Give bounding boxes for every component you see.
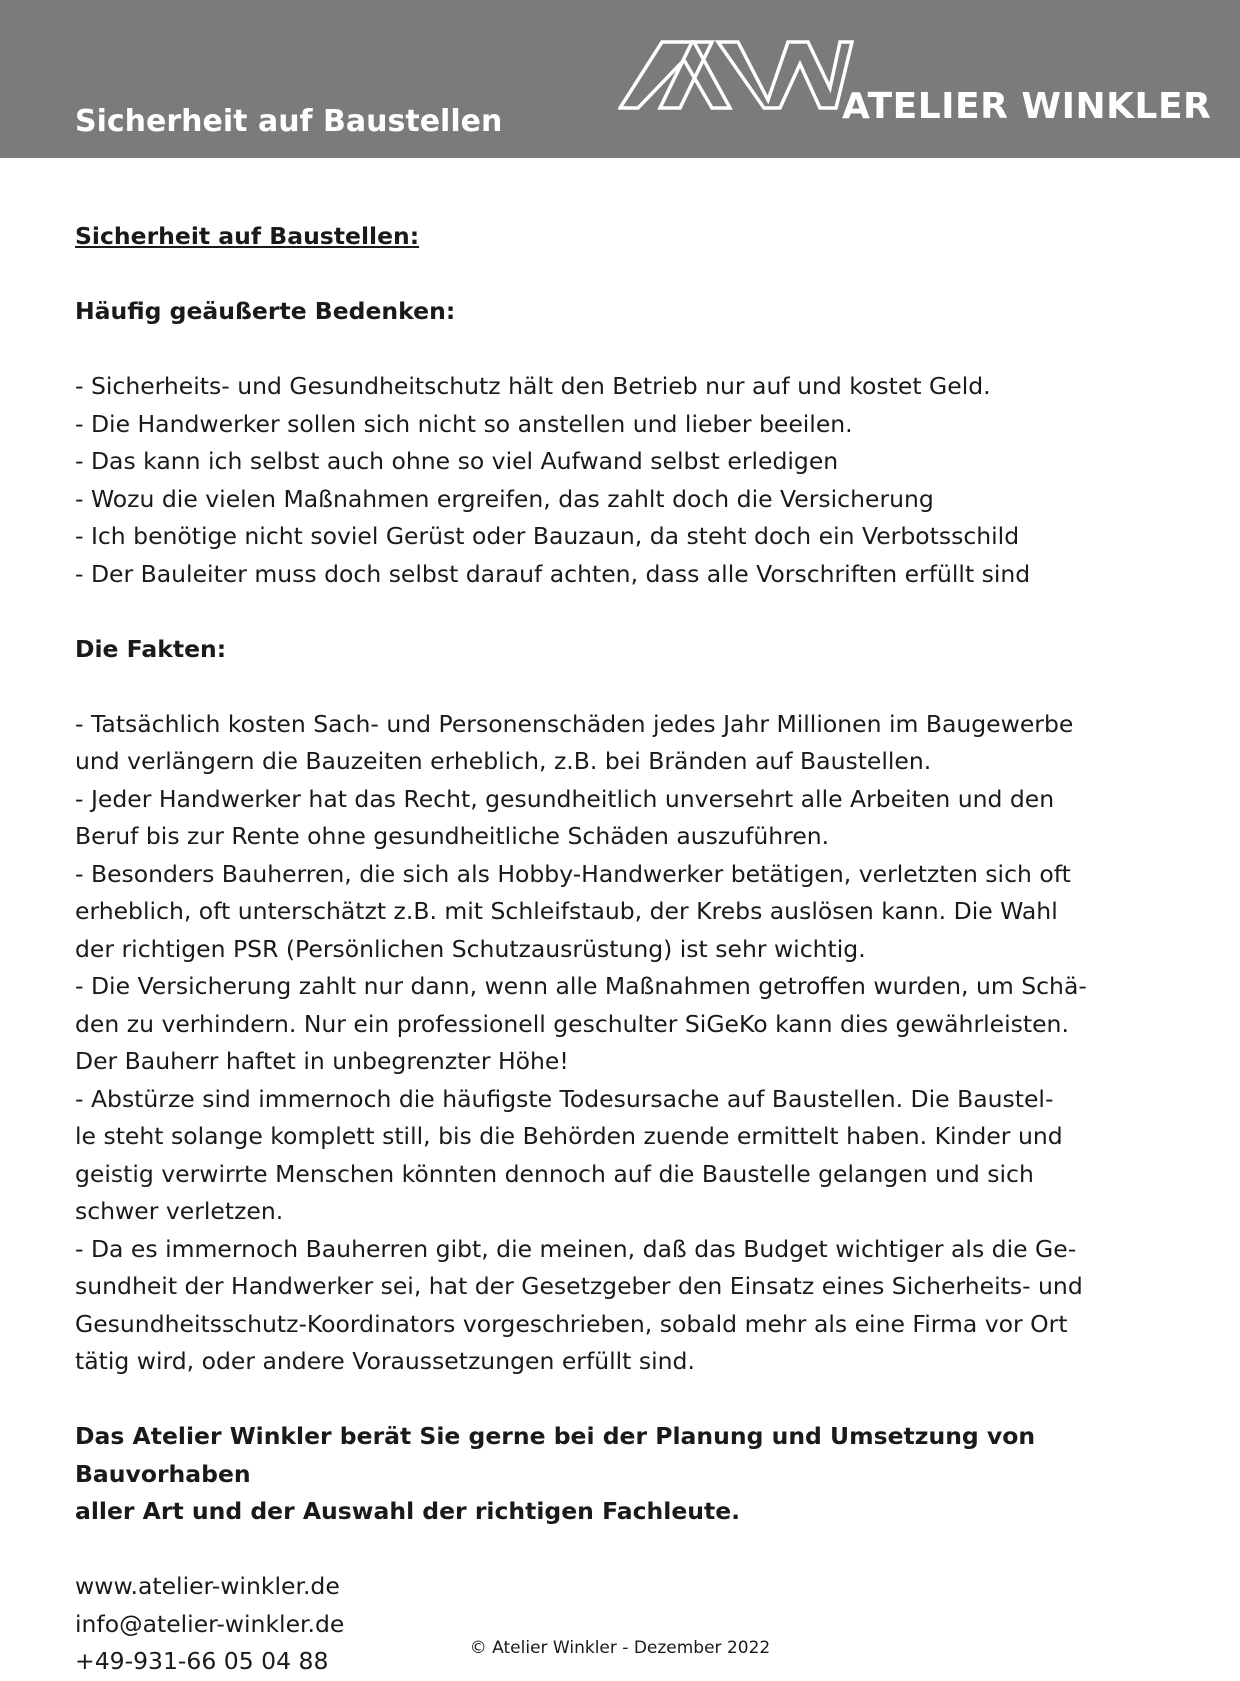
email-link[interactable]: info@atelier-winkler.de bbox=[75, 1609, 345, 1638]
list-item: - Wozu die vielen Maßnahmen ergreifen, das zahlt doch die Versicherung bbox=[75, 484, 934, 513]
fact-line: Beruf bis zur Rente ohne gesundheitliche Schäden auszuführen. bbox=[75, 822, 830, 850]
concerns-heading: Häufig geäußerte Bedenken: bbox=[75, 297, 456, 325]
list-item bbox=[75, 781, 1175, 856]
website-link[interactable]: www.atelier-winkler.de bbox=[75, 1572, 340, 1600]
concerns-list bbox=[75, 368, 1175, 593]
fact-line: - Tatsächlich kosten Sach- und Personenschäden jedes Jahr Millionen im Baugewerbe bbox=[75, 709, 1074, 738]
fact-line: schwer verletzen. bbox=[75, 1197, 284, 1225]
facts-list bbox=[75, 706, 1175, 1381]
fact-line: erheblich, oft unterschätzt z.B. mit Schleifstaub, der Krebs auslösen kann. Die Wahl bbox=[75, 897, 1058, 925]
fact-line: - Abstürze sind immernoch die häufigste Todesursache auf Baustellen. Die Baustel- bbox=[75, 1084, 1054, 1113]
fact-line: den zu verhindern. Nur ein professionell geschulter SiGeKo kann dies gewährleisten. bbox=[75, 1009, 1069, 1038]
list-item bbox=[75, 968, 1175, 1081]
fact-line: Gesundheitsschutz-Koordinators vorgeschrieben, sobald mehr als eine Firma vor Ort bbox=[75, 1309, 1068, 1338]
fact-line: und verlängern die Bauzeiten erheblich, z.B. bei Bränden auf Baustellen. bbox=[75, 747, 932, 775]
phone-number: +49-931-66 05 04 88 bbox=[75, 1647, 329, 1675]
fact-line: geistig verwirrte Menschen könnten dennoch auf die Baustelle gelangen und sich bbox=[75, 1159, 1034, 1188]
header-bar bbox=[0, 0, 1240, 158]
fact-line: tätig wird, oder andere Voraussetzungen erfüllt sind. bbox=[75, 1347, 695, 1375]
fact-line: - Die Versicherung zahlt nur dann, wenn alle Maßnahmen getroffen wurden, um Schä- bbox=[75, 972, 1087, 1000]
fact-line: - Jeder Handwerker hat das Recht, gesundheitlich unversehrt alle Arbeiten und den bbox=[75, 784, 1055, 813]
list-item: - Das kann ich selbst auch ohne so viel Aufwand selbst erledigen bbox=[75, 447, 839, 475]
brand-name: ATELIER WINKLER bbox=[842, 86, 1212, 127]
list-item bbox=[75, 856, 1175, 969]
fact-line: Der Bauherr haftet in unbegrenzter Höhe! bbox=[75, 1047, 569, 1075]
header-title: Sicherheit auf Baustellen bbox=[75, 104, 503, 139]
contact-block bbox=[75, 1568, 1175, 1681]
list-item: - Ich benötige nicht soviel Gerüst oder Bauzaun, da steht doch ein Verbotsschild bbox=[75, 522, 1020, 550]
list-item: - Die Handwerker sollen sich nicht so anstellen und lieber beeilen. bbox=[75, 409, 853, 438]
footer-copyright: © Atelier Winkler - Dezember 2022 bbox=[469, 1638, 771, 1658]
fact-line: - Besonders Bauherren, die sich als Hobby-Handwerker betätigen, verletzten sich oft bbox=[75, 859, 1071, 888]
list-item bbox=[75, 1081, 1175, 1231]
list-item bbox=[75, 1231, 1175, 1381]
fact-line: sundheit der Handwerker sei, hat der Gesetzgeber den Einsatz eines Sicherheits- und bbox=[75, 1272, 1083, 1300]
facts-heading: Die Fakten: bbox=[75, 634, 227, 663]
closing-line: Das Atelier Winkler berät Sie gerne bei der Planung und Umsetzung von Bauvorhaben bbox=[75, 1422, 1036, 1488]
closing-line: aller Art und der Auswahl der richtigen Fachleute. bbox=[75, 1497, 741, 1525]
document-title: Sicherheit auf Baustellen: bbox=[75, 222, 420, 250]
list-item: - Sicherheits- und Gesundheitschutz hält den Betrieb nur auf und kostet Geld. bbox=[75, 372, 991, 400]
list-item bbox=[75, 706, 1175, 781]
aw-logo-icon bbox=[618, 38, 854, 112]
list-item: - Der Bauleiter muss doch selbst darauf achten, dass alle Vorschriften erfüllt sind bbox=[75, 559, 1031, 588]
document-body bbox=[75, 218, 1175, 1681]
fact-line: der richtigen PSR (Persönlichen Schutzausrüstung) ist sehr wichtig. bbox=[75, 934, 866, 963]
fact-line: - Da es immernoch Bauherren gibt, die meinen, daß das Budget wichtiger als die Ge- bbox=[75, 1234, 1077, 1263]
fact-line: le steht solange komplett still, bis die Behörden zuende ermittelt haben. Kinder und bbox=[75, 1122, 1063, 1150]
